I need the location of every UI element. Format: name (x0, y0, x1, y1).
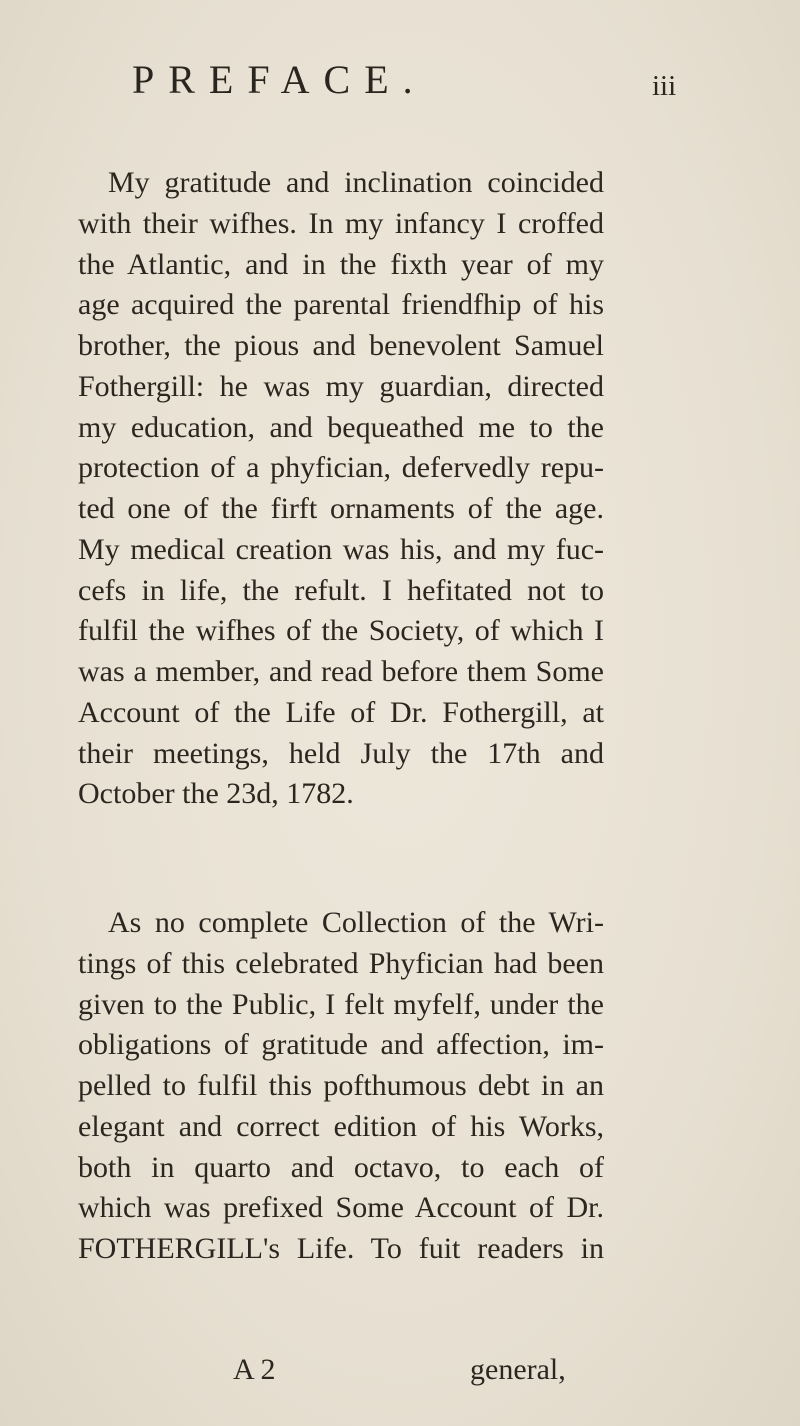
text-line: tings of this celebrated Phyfician had been (78, 946, 604, 980)
text-line: As no complete Collection of the Wri- (108, 906, 604, 939)
text-line: both in quarto and octavo, to each of (78, 1150, 604, 1184)
text-line: given to the Public, I felt myfelf, under the (78, 987, 604, 1021)
text-line: age acquired the parental friendfhip of his (78, 288, 604, 322)
text-line: their meetings, held July the 17th and (78, 736, 604, 770)
text-line: Account of the Life of Dr. Fothergill, at (78, 695, 604, 729)
text-line: my education, and bequeathed me to the (78, 410, 604, 444)
text-line: with their wifhes. In my infancy I croffed (78, 206, 604, 240)
text-line: My gratitude and inclination coincided (108, 166, 604, 199)
text-line: protection of a phyfician, defervedly repu- (78, 451, 604, 485)
running-head: PREFACE. (132, 57, 427, 102)
text-line: My medical creation was his, and my fuc- (78, 532, 604, 566)
text-line: fulfil the wifhes of the Society, of which I (78, 614, 604, 648)
text-line: Fothergill: he was my guardian, directed (78, 369, 604, 403)
text-line: obligations of gratitude and affection, im- (78, 1028, 604, 1062)
paragraph-2 (78, 903, 604, 1270)
text-line: October the 23d, 1782. (78, 777, 354, 811)
text-line: which was prefixed Some Account of Dr. (78, 1191, 604, 1225)
text-line: brother, the pious and benevolent Samuel (78, 329, 604, 362)
text-line: was a member, and read before them Some (78, 655, 604, 688)
text-line: FOTHERGILL's Life. To fuit readers in (78, 1232, 604, 1265)
text-line: pelled to fulfil this pofthumous debt in an (78, 1069, 604, 1102)
signature-mark: A 2 (233, 1353, 276, 1386)
catchword: general, (470, 1353, 566, 1386)
text-line: ted one of the firft ornaments of the age. (78, 492, 604, 525)
paragraph-1 (78, 163, 604, 815)
text-line: the Atlantic, and in the fixth year of my (78, 247, 604, 281)
text-line: cefs in life, the refult. I hefitated not to (78, 573, 604, 607)
text-line: elegant and correct edition of his Works, (78, 1109, 604, 1143)
page-number: iii (652, 70, 677, 102)
